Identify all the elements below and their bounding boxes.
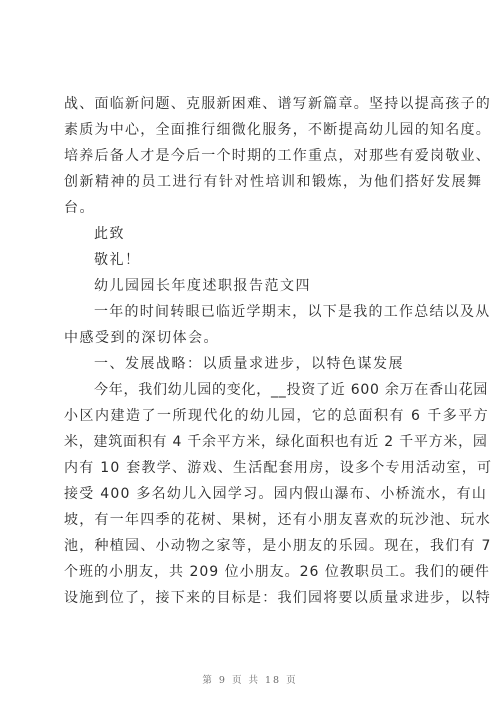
section-title: 幼儿园园长年度述职报告范文四 bbox=[94, 278, 311, 294]
text-line: 接受 400 多名幼儿入园学习。园内假山瀑布、小桥流水，有山 bbox=[64, 486, 488, 502]
text-line: 小区内建造了一所现代化的幼儿园，它的总面积有 6 千多平方 bbox=[64, 408, 490, 424]
page-number-footer: 第 9 页 共 18 页 bbox=[202, 675, 298, 686]
text-line: 培养后备人才是今后一个时期的工作重点，对那些有爱岗敬业、 bbox=[64, 148, 491, 164]
closing-line: 此致 bbox=[94, 226, 125, 242]
section-heading: 一、发展战略：以质量求进步，以特色谋发展 bbox=[94, 356, 404, 372]
text-line: 坡，有一年四季的花树、果树，还有小朋友喜欢的玩沙池、玩水 bbox=[64, 512, 491, 528]
text-line: 个班的小朋友，共 209 位小朋友。26 位教职员工。我们的硬件 bbox=[64, 564, 490, 580]
text-line: 池，种植园、小动物之家等，是小朋友的乐园。现在，我们有 7 bbox=[64, 538, 492, 554]
text-line: 一年的时间转眼已临近学期末，以下是我的工作总结以及从 bbox=[94, 304, 491, 320]
text-line: 战、面临新问题、克服新困难、谱写新篇章。坚持以提高孩子的 bbox=[64, 96, 491, 112]
text-line: 今年，我们幼儿园的变化，__投资了近 600 余万在香山花园 bbox=[94, 382, 489, 398]
text-line: 内有 10 套教学、游戏、生活配套用房，设多个专用活动室，可 bbox=[64, 460, 493, 476]
text-line: 创新精神的员工进行有针对性培训和锻炼，为他们搭好发展舞 bbox=[64, 174, 483, 190]
text-line: 素质为中心，全面推行细微化服务，不断提高幼儿园的知名度。 bbox=[64, 122, 491, 138]
text-line: 台。 bbox=[64, 200, 95, 216]
text-line: 设施到位了，接下来的目标是：我们园将要以质量求进步，以特 bbox=[64, 590, 491, 606]
text-line: 米，建筑面积有 4 千余平方米，绿化面积也有近 2 千平方米，园 bbox=[64, 434, 488, 450]
text-line: 中感受到的深切体会。 bbox=[64, 330, 219, 346]
salutation-line: 敬礼！ bbox=[94, 252, 141, 268]
